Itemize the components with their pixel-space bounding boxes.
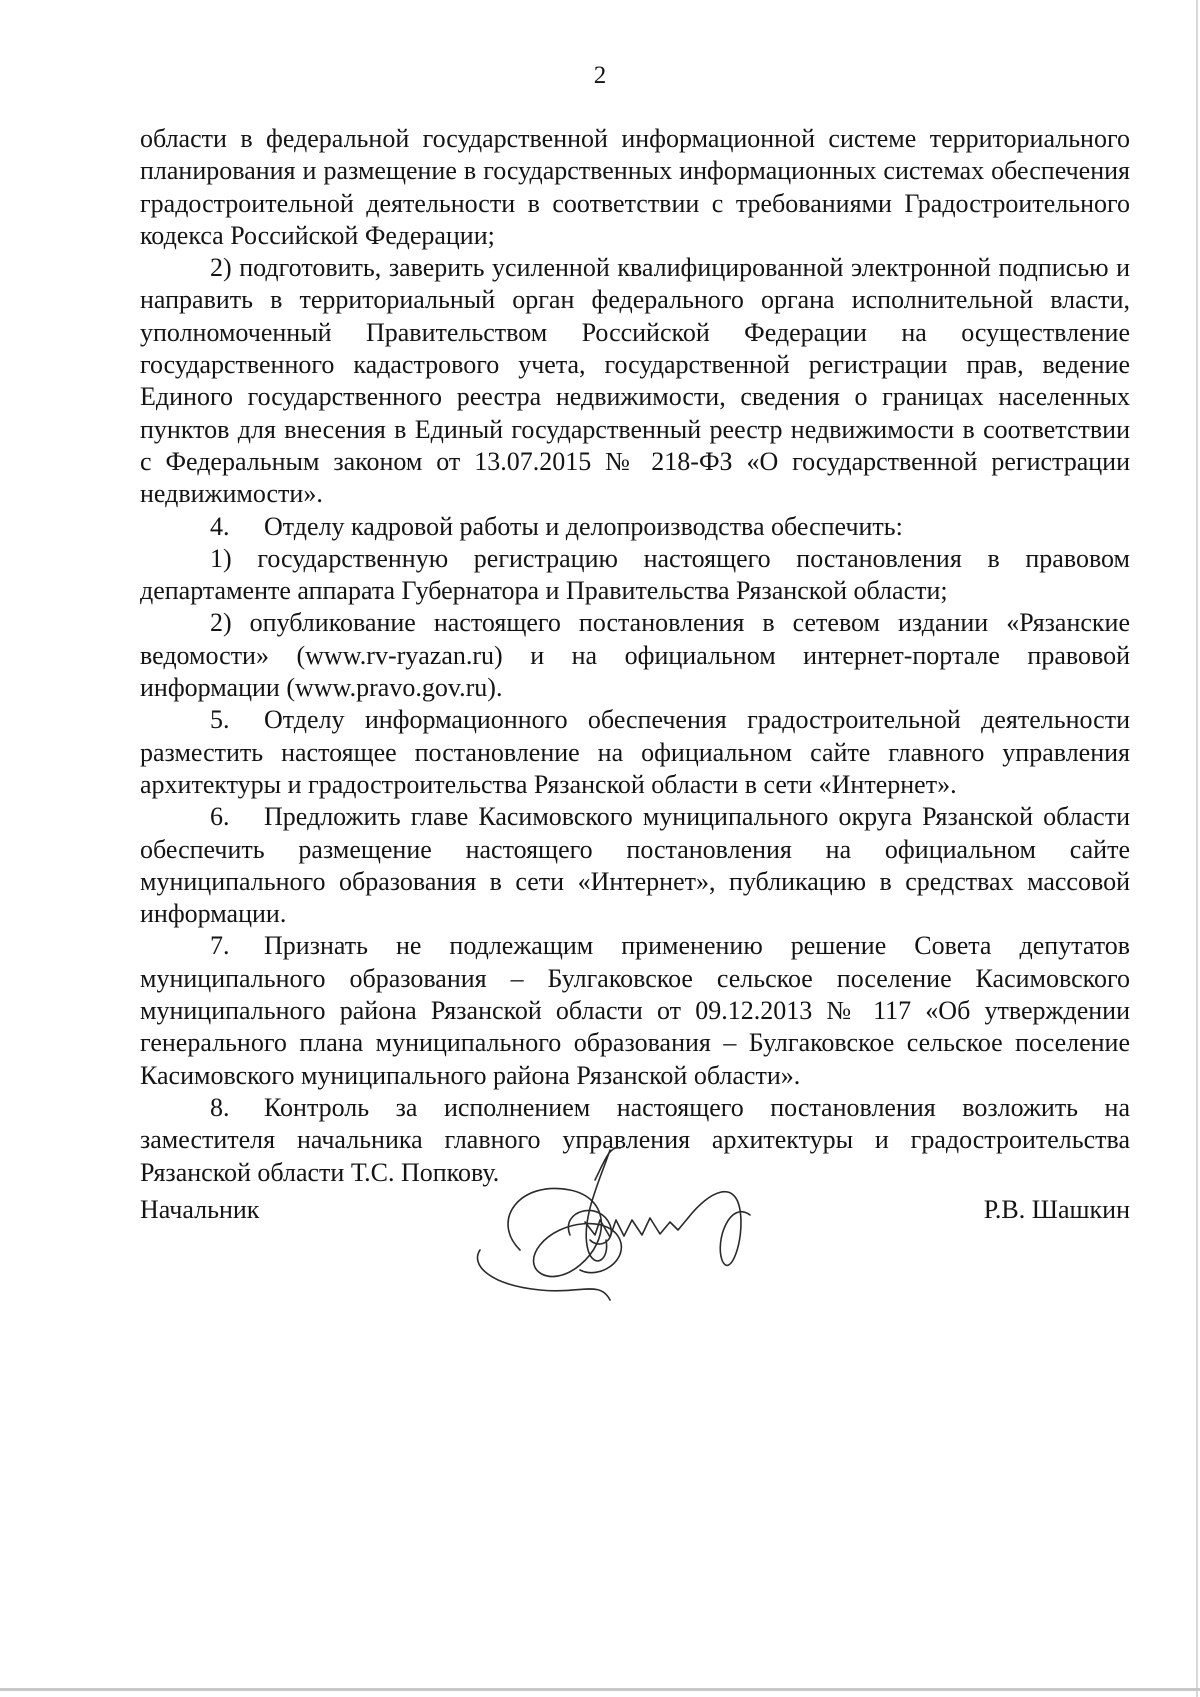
paragraph-text: 1) государственную регистрацию настоящего постановления в правовом департаменте аппарата Губернатора и Правительства Рязанской области; [140,543,1130,606]
scan-edge-line [1196,0,1198,1697]
scan-bottom-line [0,1688,1200,1691]
paragraph-number: 7. [210,931,230,961]
paragraph-number: 6. [210,802,230,832]
paragraph-text: Отделу кадровой работы и делопроизводства обеспечить: [264,511,903,541]
signatory-position: Начальник [140,1195,260,1224]
paragraph-subitem-1 [140,543,1130,608]
document-body [140,123,1130,1189]
paragraph-subitem-2 [140,607,1130,704]
paragraph-number: 8. [210,1092,230,1122]
paragraph-subitem-2 [140,252,1130,510]
page-number: 2 [593,62,607,89]
paragraph-text: Отделу информационного обеспечения градостроительной деятельности разместить настоящее постановление на официальном сайте главного управления архитектуры и градостроительства Рязанской области в сети «Интернет». [140,705,1130,799]
paragraph-text: Предложить главе Касимовского муниципального округа Рязанской области обеспечить размещение настоящего постановления на официальном сайте муниципального образования в сети «Интернет», публикацию в средствах массовой информации. [140,802,1130,929]
paragraph-item-7 [140,930,1130,1091]
paragraph-text: 2) подготовить, заверить усиленной квалифицированной электронной подписью и направить в территориальный орган федерального органа исполнительной власти, уполномоченный Правительством Российской Федерации на осуществление государственного кадастрового учета, государственной регистрации прав, ведение Единого государственного реестра недвижимости, сведения о границах населенных пунктов для внесения в Единый государственный реестр недвижимости в соответствии с Федеральным законом от 13.07.2015 № 218-ФЗ «О государственной регистрации недвижимости». [140,253,1130,509]
paragraph-item-4 [140,511,1130,543]
paragraph-text: Признать не подлежащим применению решение Совета депутатов муниципального образования – Булгаковское сельское поселение Касимовского муниципального района Рязанской области от 09.12.2013 № 117 «Об утверждении генерального плана муниципального образования – Булгаковское сельское поселение Касимовского муниципального района Рязанской области». [140,931,1130,1090]
paragraph-text: Контроль за исполнением настоящего постановления возложить на заместителя начальника главного управления архитектуры и градостроительства Рязанской области Т.С. Попкову. [140,1092,1130,1187]
signatory-name: Р.В. Шашкин [983,1195,1130,1224]
paragraph-item-6 [140,801,1130,930]
paragraph-item-5 [140,704,1130,801]
signature-block [140,1194,1130,1234]
paragraph-text: области в федеральной государственной информационной системе территориального планирования и размещение в государственных информационных системах обеспечения градостроительной деятельности в соответствии с требованиями Градостроительного кодекса Российской Федерации; [140,124,1130,250]
paragraph-number: 4. [210,511,230,541]
paragraph-continuation [140,123,1130,252]
paragraph-number: 5. [210,705,230,735]
paragraph-text: 2) опубликование настоящего постановления в сетевом издании «Рязанские ведомости» (www.rv-ryazan.ru) и на официальном интернет-портале правовой информации (www.pravo.gov.ru). [140,608,1130,703]
